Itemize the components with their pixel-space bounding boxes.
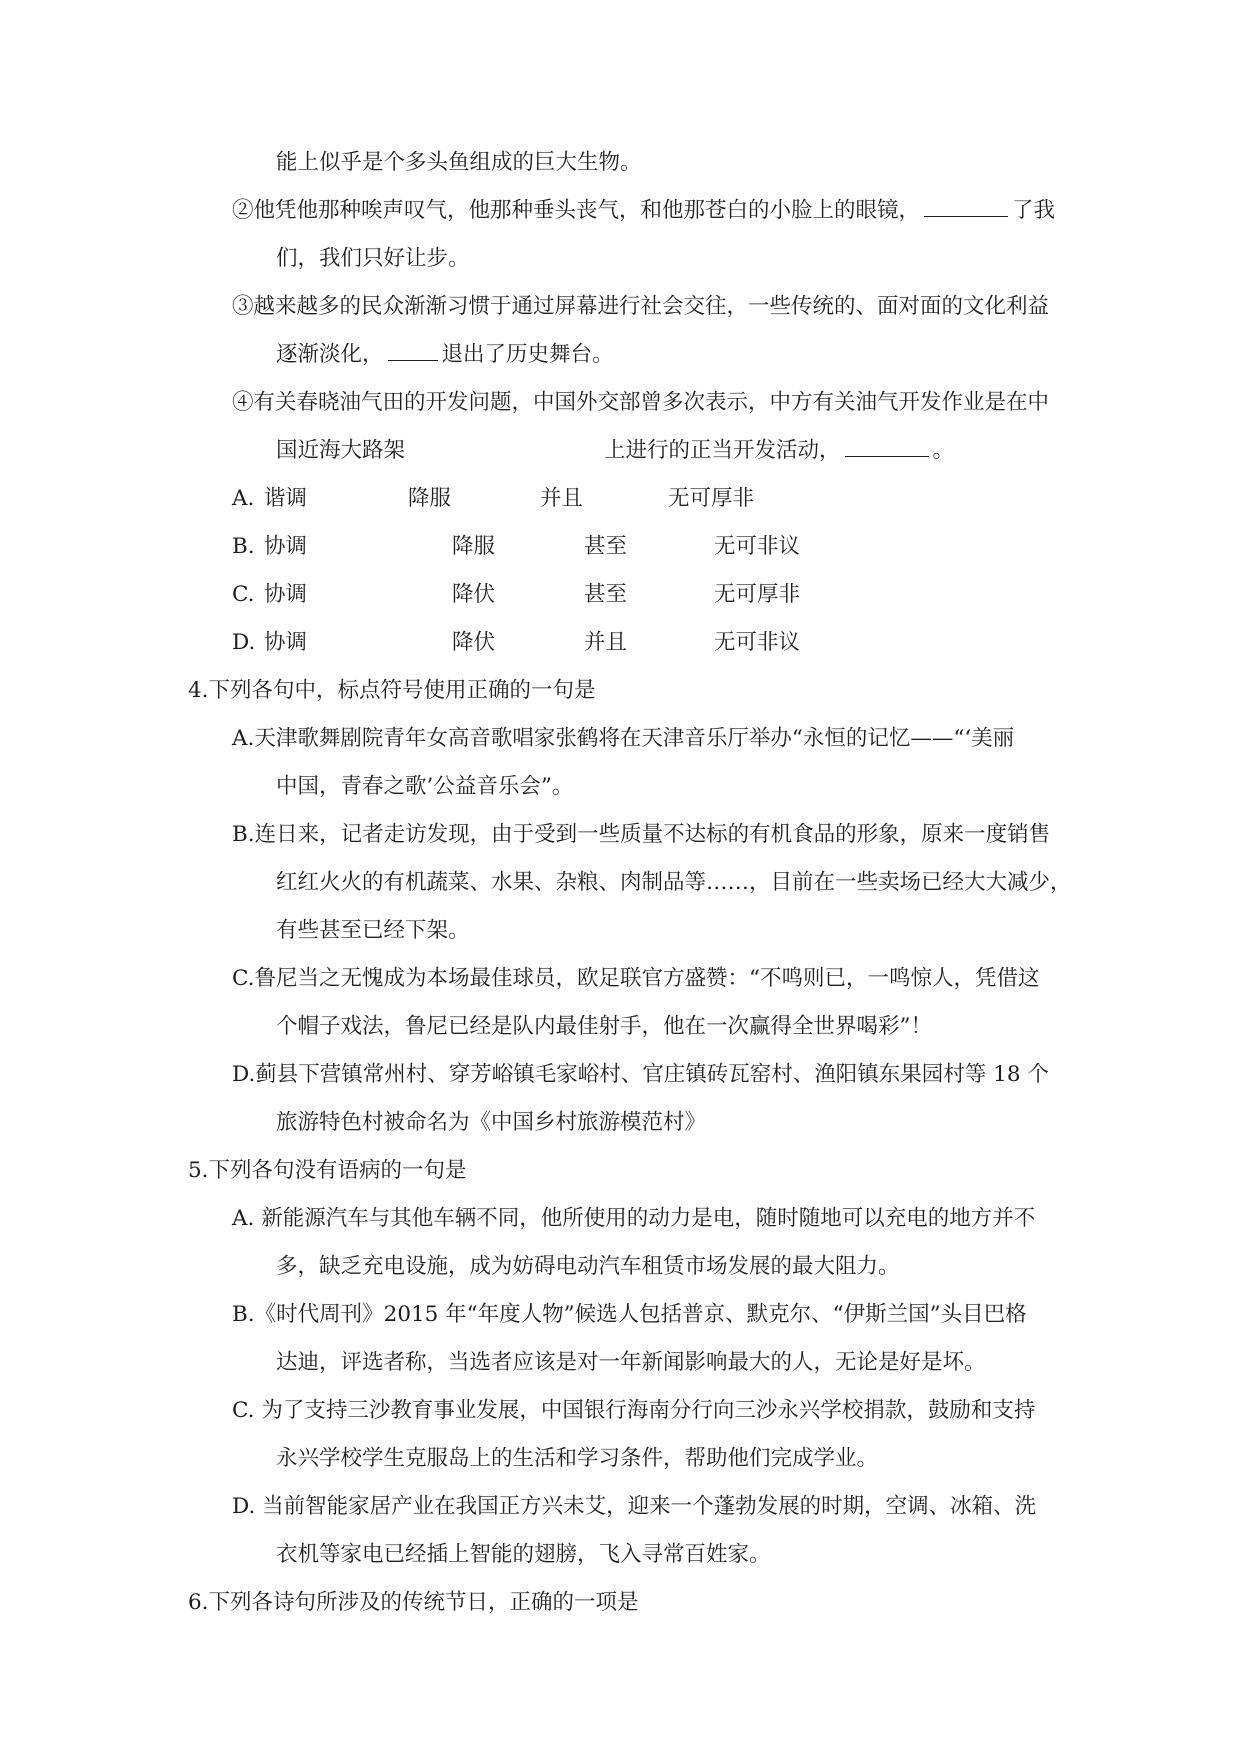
option-word: 降伏	[452, 582, 496, 607]
q4-option-a-line-2: 中国，青春之歌’公益音乐会”。	[276, 774, 574, 799]
option-word: 降服	[408, 486, 452, 511]
q4-option-c-line-2: 个帽子戏法，鲁尼已经是队内最佳射手，他在一次赢得全世界喝彩”！	[276, 1014, 932, 1039]
q5-option-d-line-1: D. 当前智能家居产业在我国正方兴未艾，迎来一个蓬勃发展的时期，空调、冰箱、洗	[232, 1494, 1037, 1519]
q3-s2-text-tail: 了我	[1012, 198, 1056, 223]
option-word: 谐调	[264, 486, 308, 511]
option-word: 协调	[264, 534, 308, 559]
q3-s4-blank	[845, 436, 929, 457]
q5-option-b-line-1: B.《时代周刊》2015 年“年度人物”候选人包括普京、默克尔、“伊斯兰国”头目巴格	[232, 1302, 1027, 1327]
q3-continuation-line: 能上似乎是个多头鱼组成的巨大生物。	[276, 150, 642, 175]
option-word: 并且	[584, 630, 628, 655]
q3-s3-text: 逐渐淡化，	[276, 342, 384, 367]
q3-s2-blank	[924, 196, 1008, 217]
q3-sentence-4-line-1: ④有关春晓油气田的开发问题，中国外交部曾多次表示，中方有关油气开发作业是在中	[232, 390, 1050, 415]
q4-option-d-line-1: D.蓟县下营镇常州村、穿芳峪镇毛家峪村、官庄镇砖瓦窑村、渔阳镇东果园村等 18 个	[232, 1062, 1049, 1087]
option-letter: C.	[232, 582, 255, 607]
q3-s3-blank	[388, 340, 438, 361]
q4-option-b-line-1: B.连日来，记者走访发现，由于受到一些质量不达标的有机食品的形象，原来一度销售	[232, 822, 1051, 847]
q3-sentence-4-line-2b	[604, 436, 954, 466]
q3-s2-text: ②他凭他那种唉声叹气，他那种垂头丧气，和他那苍白的小脸上的眼镜，	[232, 198, 921, 223]
q4-option-c-line-1: C.鲁尼当之无愧成为本场最佳球员，欧足联官方盛赞：“不鸣则已，一鸣惊人，凭借这	[232, 966, 1040, 991]
option-word: 降伏	[452, 630, 496, 655]
q3-s4-text-tail: 。	[932, 438, 955, 463]
q3-s4-text: 上进行的正当开发活动，	[604, 438, 841, 463]
q4-option-b-line-3: 有些甚至已经下架。	[276, 918, 470, 943]
option-word: 无可非议	[714, 534, 801, 559]
option-word: 协调	[264, 582, 308, 607]
q3-sentence-2-line-1	[232, 196, 1055, 226]
q4-title: 4.下列各句中，标点符号使用正确的一句是	[188, 678, 596, 703]
q5-option-c-line-1: C. 为了支持三沙教育事业发展，中国银行海南分行向三沙永兴学校捐款，鼓励和支持	[232, 1398, 1036, 1423]
option-word: 无可厚非	[714, 582, 801, 607]
q5-option-c-line-2: 永兴学校学生克服岛上的生活和学习条件，帮助他们完成学业。	[276, 1446, 879, 1471]
option-word: 甚至	[584, 582, 628, 607]
q3-sentence-2-line-2: 们，我们只好让步。	[276, 246, 470, 271]
q4-option-b-line-2: 红红火火的有机蔬菜、水果、杂粮、肉制品等……，目前在一些卖场已经大大减少，	[276, 870, 1072, 895]
option-word: 协调	[264, 630, 308, 655]
q5-title: 5.下列各句没有语病的一句是	[188, 1158, 467, 1183]
q5-option-a-line-2: 多，缺乏充电设施，成为妨碍电动汽车租赁市场发展的最大阻力。	[276, 1254, 900, 1279]
option-word: 甚至	[584, 534, 628, 559]
q5-option-d-line-2: 衣机等家电已经插上智能的翅膀，飞入寻常百姓家。	[276, 1542, 771, 1567]
q4-option-a-line-1: A.天津歌舞剧院青年女高音歌唱家张鹤将在天津音乐厅举办“永恒的记忆——“‘美丽	[232, 726, 1015, 751]
option-word: 并且	[540, 486, 584, 511]
option-word: 无可厚非	[668, 486, 755, 511]
option-word: 降服	[452, 534, 496, 559]
q3-sentence-3-line-1: ③越来越多的民众渐渐习惯于通过屏幕进行社会交往，一些传统的、面对面的文化利益	[232, 294, 1050, 319]
q6-title: 6.下列各诗句所涉及的传统节日，正确的一项是	[188, 1590, 639, 1615]
q3-sentence-3-line-2	[276, 340, 614, 370]
q3-sentence-4-line-2a: 国近海大路架	[276, 438, 406, 463]
option-letter: B.	[232, 534, 255, 559]
option-letter: D.	[232, 630, 256, 655]
q5-option-b-line-2: 达迪，评选者称，当选者应该是对一年新闻影响最大的人，无论是好是坏。	[276, 1350, 986, 1375]
q3-s3-text-tail: 退出了历史舞台。	[441, 342, 614, 367]
option-letter: A.	[232, 486, 255, 511]
q4-option-d-line-2: 旅游特色村被命名为《中国乡村旅游模范村》	[276, 1110, 707, 1135]
q5-option-a-line-1: A. 新能源汽车与其他车辆不同，他所使用的动力是电，随时随地可以充电的地方并不	[232, 1206, 1036, 1231]
option-word: 无可非议	[714, 630, 801, 655]
